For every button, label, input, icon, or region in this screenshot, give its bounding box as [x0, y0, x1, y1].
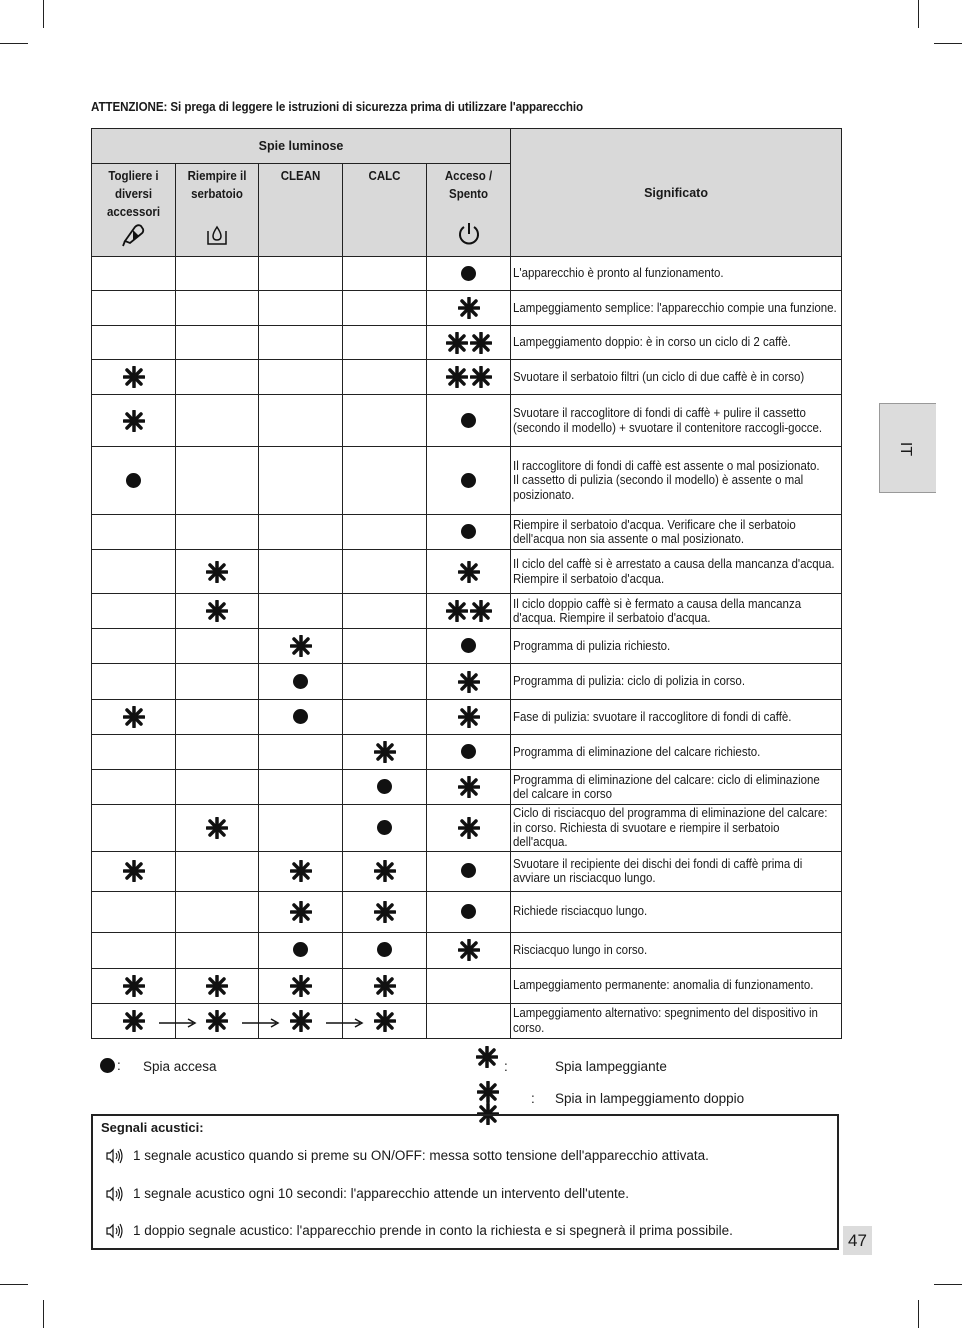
indicator-off: [259, 291, 343, 326]
column-header-tank: Riempire il serbatoio: [176, 164, 259, 257]
indicator-on: [427, 515, 511, 550]
indicator-off: [176, 770, 259, 805]
indicator-off: [92, 515, 176, 550]
meaning-text: Ciclo di risciacquo del programma di eliminazione del calcare: in corso. Richiesta di svuotare e riempire il serbatoio dell'acqua.: [511, 805, 842, 852]
indicator-off: [343, 594, 427, 629]
language-tab: IT: [879, 403, 936, 493]
indicator-row: [92, 735, 842, 770]
indicator-row: [92, 1003, 842, 1038]
indicator-blinking: [259, 891, 343, 932]
indicator-off: [343, 360, 427, 395]
accessory-icon: [92, 221, 175, 252]
dot-icon: [377, 820, 392, 835]
dot-icon: [461, 863, 476, 878]
indicator-blinking: [92, 968, 176, 1003]
indicator-off: [259, 447, 343, 515]
crop-mark: [918, 1300, 919, 1328]
meaning-text: Svuotare il serbatoio filtri (un ciclo di due caffè è in corso): [511, 360, 842, 395]
meaning-text: Svuotare il raccoglitore di fondi di caffè + pulire il cassetto (secondo il modello) + svuotare il contenitore raccogli-gocce.: [511, 395, 842, 447]
indicator-on: [427, 395, 511, 447]
indicator-blinking: [427, 664, 511, 700]
acoustic-item: 1 segnale acustico quando si preme su ON/OFF: messa sotto tensione dell'apparecchio attivata.: [105, 1148, 709, 1164]
meaning-text: Il ciclo doppio caffè si è fermato a causa della mancanza d'acqua. Riempire il serbatoio d'acqua.: [511, 594, 842, 629]
legend-blink-label: Spia lampeggiante: [555, 1059, 667, 1074]
dot-icon: [377, 779, 392, 794]
indicator-table: [91, 128, 842, 1039]
indicator-row: [92, 700, 842, 735]
indicator-off: [176, 629, 259, 664]
meaning-text: Il ciclo del caffè si è arrestato a causa della mancanza d'acqua. Riempire il serbatoio d'acqua.: [511, 550, 842, 594]
indicator-blinking: [427, 291, 511, 326]
dot-icon: [293, 942, 308, 957]
indicator-off: [92, 891, 176, 932]
indicator-off: [92, 735, 176, 770]
indicator-off: [92, 770, 176, 805]
crop-mark: [918, 0, 919, 28]
indicator-row: [92, 395, 842, 447]
indicator-on: [343, 770, 427, 805]
indicator-blinking: [343, 891, 427, 932]
indicator-blinking: [176, 594, 259, 629]
acoustic-item: 1 doppio segnale acustico: l'apparecchio prende in conto la richiesta e si spegnerà il prima possibile.: [105, 1223, 733, 1239]
indicator-off: [259, 770, 343, 805]
indicator-off: [259, 805, 343, 852]
acoustic-item: 1 segnale acustico ogni 10 secondi: l'apparecchio attende un intervento dell'utente.: [105, 1186, 629, 1202]
indicator-off: [343, 257, 427, 291]
legend-double-label: Spia in lampeggiamento doppio: [555, 1091, 745, 1106]
column-header-accessories: Togliere i diversi accessori: [92, 164, 176, 257]
indicator-blinking: [92, 360, 176, 395]
indicator-off: [176, 447, 259, 515]
indicator-off: [176, 515, 259, 550]
indicator-blinking: [259, 629, 343, 664]
indicator-double-blinking: [427, 594, 511, 629]
indicator-off: [92, 550, 176, 594]
indicator-off: [343, 515, 427, 550]
indicator-off: [92, 291, 176, 326]
crop-mark: [934, 1284, 962, 1285]
column-header-calc: CALC: [343, 164, 427, 257]
sound-icon: [105, 1148, 125, 1164]
meaning-text: Programma di pulizia richiesto.: [511, 629, 842, 664]
indicator-off: [176, 851, 259, 891]
meaning-text: Risciacquo lungo in corso.: [511, 932, 842, 968]
indicator-blinking: [343, 735, 427, 770]
indicator-blinking: [92, 395, 176, 447]
meaning-text: Lampeggiamento semplice: l'apparecchio compie una funzione.: [511, 291, 842, 326]
indicator-row: [92, 851, 842, 891]
indicator-alternating: [92, 1003, 176, 1038]
indicator-on: [343, 805, 427, 852]
indicator-row: [92, 291, 842, 326]
legend-blink-icon: [476, 1046, 498, 1068]
indicator-blinking: [427, 770, 511, 805]
dot-icon: [461, 413, 476, 428]
meaning-text: Richiede risciacquo lungo.: [511, 891, 842, 932]
indicator-blinking: [343, 851, 427, 891]
meaning-text: Svuotare il recipiente dei dischi dei fondi di caffè prima di avviare un risciacquo lungo.: [511, 851, 842, 891]
meaning-text: Programma di eliminazione del calcare richiesto.: [511, 735, 842, 770]
acoustic-title: Segnali acustici:: [101, 1120, 204, 1135]
meaning-text: Lampeggiamento alternativo: spegnimento del dispositivo in corso.: [511, 1003, 842, 1038]
dot-icon: [293, 709, 308, 724]
indicator-off: [176, 735, 259, 770]
indicator-blinking: [343, 968, 427, 1003]
indicator-off: [259, 257, 343, 291]
indicator-row: [92, 968, 842, 1003]
indicator-off: [343, 326, 427, 360]
indicator-on: [343, 932, 427, 968]
indicator-off: [92, 805, 176, 852]
crop-mark: [43, 0, 44, 28]
crop-mark: [934, 43, 962, 44]
indicator-off: [259, 594, 343, 629]
meaning-header: Significato: [511, 129, 842, 257]
indicator-on: [427, 891, 511, 932]
indicator-off: [343, 291, 427, 326]
indicator-on: [427, 735, 511, 770]
meaning-text: Programma di eliminazione del calcare: ciclo di eliminazione del calcare in corso: [511, 770, 842, 805]
indicator-off: [259, 326, 343, 360]
indicator-off: [259, 395, 343, 447]
indicator-row: [92, 594, 842, 629]
indicator-off: [259, 360, 343, 395]
dot-icon: [293, 674, 308, 689]
indicator-off: [259, 515, 343, 550]
indicator-blinking: [259, 851, 343, 891]
indicator-row: [92, 550, 842, 594]
indicator-blinking: [427, 932, 511, 968]
sound-icon: [105, 1223, 125, 1239]
indicator-off: [259, 550, 343, 594]
indicator-off: [176, 932, 259, 968]
indicator-on: [259, 932, 343, 968]
indicator-off: [343, 550, 427, 594]
legend-dot-icon: [100, 1057, 115, 1073]
indicator-off: [176, 360, 259, 395]
page-number: 47: [843, 1226, 872, 1255]
indicator-on: [259, 700, 343, 735]
dot-icon: [461, 473, 476, 488]
indicator-row: [92, 664, 842, 700]
meaning-text: Fase di pulizia: svuotare il raccoglitore di fondi di caffè.: [511, 700, 842, 735]
indicator-blinking: [427, 550, 511, 594]
indicator-off: [343, 700, 427, 735]
dot-icon: [377, 942, 392, 957]
indicator-off: [176, 664, 259, 700]
indicator-blinking: [427, 805, 511, 852]
dot-icon: [461, 524, 476, 539]
meaning-text: Il raccoglitore di fondi di caffè est assente o mal posizionato. Il cassetto di pulizia (secondo il modello) è assente o mal posizionato.: [511, 447, 842, 515]
indicator-on: [427, 257, 511, 291]
indicator-off: [343, 629, 427, 664]
indicator-off: [176, 326, 259, 360]
indicator-on: [259, 664, 343, 700]
dot-icon: [461, 266, 476, 281]
indicator-row: [92, 515, 842, 550]
indicator-off: [92, 326, 176, 360]
meaning-text: Lampeggiamento permanente: anomalia di funzionamento.: [511, 968, 842, 1003]
indicator-double-blinking: [427, 360, 511, 395]
indicator-row: [92, 770, 842, 805]
indicator-off: [176, 891, 259, 932]
crop-mark: [43, 1300, 44, 1328]
indicator-blinking: [176, 968, 259, 1003]
dot-icon: [461, 744, 476, 759]
crop-mark: [0, 1284, 28, 1285]
indicator-row: [92, 447, 842, 515]
indicator-off: [176, 257, 259, 291]
acoustic-signals-box: [91, 1114, 839, 1250]
indicator-off: [92, 629, 176, 664]
dot-icon: [461, 904, 476, 919]
indicator-off: [343, 664, 427, 700]
indicator-rows: [92, 257, 842, 1039]
indicator-off: [343, 395, 427, 447]
water-drop-icon: [176, 223, 258, 252]
indicator-off: [92, 664, 176, 700]
indicator-off: [343, 447, 427, 515]
indicator-off: [427, 1003, 511, 1038]
dot-icon: [126, 473, 141, 488]
meaning-text: L'apparecchio è pronto al funzionamento.: [511, 257, 842, 291]
group-header: Spie luminose: [92, 129, 511, 164]
column-header-power: Acceso / Spento: [427, 164, 511, 257]
indicator-blinking: [427, 700, 511, 735]
indicator-off: [427, 968, 511, 1003]
indicator-off: [92, 932, 176, 968]
indicator-row: [92, 326, 842, 360]
indicator-row: [92, 805, 842, 852]
indicator-blinking: [176, 805, 259, 852]
sound-icon: [105, 1186, 125, 1202]
indicator-blinking: [259, 968, 343, 1003]
indicator-row: [92, 891, 842, 932]
indicator-off: [92, 257, 176, 291]
meaning-text: Riempire il serbatoio d'acqua. Verificare che il serbatoio dell'acqua non sia assente o mal posizionato.: [511, 515, 842, 550]
indicator-on: [427, 851, 511, 891]
indicator-blinking: [92, 851, 176, 891]
meaning-text: Programma di pulizia: ciclo di polizia in corso.: [511, 664, 842, 700]
indicator-off: [176, 291, 259, 326]
indicator-off: [92, 594, 176, 629]
indicator-on: [427, 447, 511, 515]
safety-warning: ATTENZIONE: Si prega di leggere le istruzioni di sicurezza prima di utilizzare l'apparecchio: [91, 100, 584, 114]
indicator-on: [427, 629, 511, 664]
crop-mark: [0, 43, 28, 44]
indicator-double-blinking: [427, 326, 511, 360]
indicator-blinking: [176, 550, 259, 594]
column-header-clean: CLEAN: [259, 164, 343, 257]
indicator-row: [92, 629, 842, 664]
indicator-on: [92, 447, 176, 515]
meaning-text: Lampeggiamento doppio: è in corso un ciclo di 2 caffè.: [511, 326, 842, 360]
indicator-row: [92, 360, 842, 395]
indicator-row: [92, 257, 842, 291]
dot-icon: [461, 638, 476, 653]
indicator-blinking: [92, 700, 176, 735]
power-icon: [427, 221, 510, 252]
indicator-row: [92, 932, 842, 968]
indicator-off: [176, 700, 259, 735]
legend-on-label: Spia accesa: [143, 1059, 217, 1074]
indicator-off: [259, 735, 343, 770]
indicator-off: [176, 395, 259, 447]
